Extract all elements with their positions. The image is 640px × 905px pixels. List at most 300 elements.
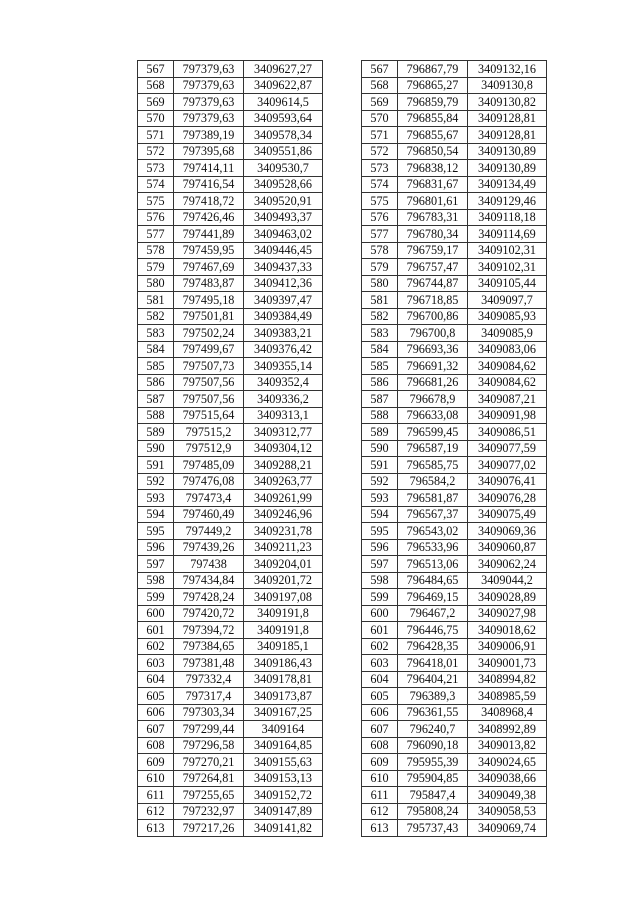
y-coordinate-cell: 3409288,21 (244, 457, 323, 474)
table-row (138, 143, 323, 160)
table-row (362, 440, 547, 457)
y-coordinate-cell: 3409551,86 (244, 143, 323, 160)
y-coordinate-cell: 3409593,64 (244, 110, 323, 127)
x-coordinate-cell: 797296,58 (174, 737, 244, 754)
x-coordinate-cell: 796585,75 (398, 457, 468, 474)
y-coordinate-cell: 3409001,73 (468, 655, 547, 672)
y-coordinate-cell: 3409578,34 (244, 127, 323, 144)
point-number-cell: 583 (138, 325, 174, 342)
table-row (362, 688, 547, 705)
table-row (138, 820, 323, 837)
table-row (362, 490, 547, 507)
point-number-cell: 610 (138, 770, 174, 787)
point-number-cell: 589 (138, 424, 174, 441)
y-coordinate-cell: 3409097,7 (468, 292, 547, 309)
y-coordinate-cell: 3409211,23 (244, 539, 323, 556)
point-number-cell: 600 (362, 605, 398, 622)
point-number-cell: 599 (362, 589, 398, 606)
x-coordinate-cell: 796543,02 (398, 523, 468, 540)
y-coordinate-cell: 3409155,63 (244, 754, 323, 771)
table-row (138, 110, 323, 127)
x-coordinate-cell: 796867,79 (398, 61, 468, 78)
y-coordinate-cell: 3409164 (244, 721, 323, 738)
x-coordinate-cell: 797512,9 (174, 440, 244, 457)
point-number-cell: 588 (362, 407, 398, 424)
table-row (362, 77, 547, 94)
table-row (138, 671, 323, 688)
table-row (362, 539, 547, 556)
table-row (138, 259, 323, 276)
table-row (138, 655, 323, 672)
point-number-cell: 586 (138, 374, 174, 391)
x-coordinate-cell: 796428,35 (398, 638, 468, 655)
table-row (138, 638, 323, 655)
y-coordinate-cell: 3409038,66 (468, 770, 547, 787)
y-coordinate-cell: 3409132,16 (468, 61, 547, 78)
x-coordinate-cell: 796757,47 (398, 259, 468, 276)
x-coordinate-cell: 797384,65 (174, 638, 244, 655)
table-row (138, 292, 323, 309)
point-number-cell: 567 (138, 61, 174, 78)
x-coordinate-cell: 797439,26 (174, 539, 244, 556)
x-coordinate-cell: 797394,72 (174, 622, 244, 639)
table-row (362, 622, 547, 639)
y-coordinate-cell: 3409013,82 (468, 737, 547, 754)
point-number-cell: 587 (362, 391, 398, 408)
y-coordinate-cell: 3409018,62 (468, 622, 547, 639)
table-row (362, 209, 547, 226)
x-coordinate-cell: 797379,63 (174, 61, 244, 78)
y-coordinate-cell: 3409153,13 (244, 770, 323, 787)
table-row (362, 737, 547, 754)
y-coordinate-cell: 3409083,06 (468, 341, 547, 358)
point-number-cell: 590 (362, 440, 398, 457)
table-row (138, 523, 323, 540)
point-number-cell: 569 (362, 94, 398, 111)
point-number-cell: 586 (362, 374, 398, 391)
table-row (138, 358, 323, 375)
point-number-cell: 593 (138, 490, 174, 507)
x-coordinate-cell: 797255,65 (174, 787, 244, 804)
x-coordinate-cell: 797434,84 (174, 572, 244, 589)
point-number-cell: 574 (362, 176, 398, 193)
table-row (362, 110, 547, 127)
table-row (138, 572, 323, 589)
point-number-cell: 613 (138, 820, 174, 837)
y-coordinate-cell: 3409102,31 (468, 242, 547, 259)
y-coordinate-cell: 3409128,81 (468, 127, 547, 144)
table-row (138, 440, 323, 457)
point-number-cell: 603 (138, 655, 174, 672)
point-number-cell: 588 (138, 407, 174, 424)
y-coordinate-cell: 3409312,77 (244, 424, 323, 441)
x-coordinate-cell: 795808,24 (398, 803, 468, 820)
point-number-cell: 591 (138, 457, 174, 474)
point-number-cell: 581 (138, 292, 174, 309)
y-coordinate-cell: 3409049,38 (468, 787, 547, 804)
table-row (362, 506, 547, 523)
y-coordinate-cell: 3409147,89 (244, 803, 323, 820)
point-number-cell: 601 (138, 622, 174, 639)
point-number-cell: 603 (362, 655, 398, 672)
y-coordinate-cell: 3409060,87 (468, 539, 547, 556)
x-coordinate-cell: 797426,46 (174, 209, 244, 226)
table-row (362, 160, 547, 177)
table-row (362, 770, 547, 787)
point-number-cell: 576 (362, 209, 398, 226)
table-row (138, 308, 323, 325)
y-coordinate-cell: 3409091,98 (468, 407, 547, 424)
x-coordinate-cell: 796744,87 (398, 275, 468, 292)
x-coordinate-cell: 797416,54 (174, 176, 244, 193)
y-coordinate-cell: 3409044,2 (468, 572, 547, 589)
y-coordinate-cell: 3409622,87 (244, 77, 323, 94)
x-coordinate-cell: 797317,4 (174, 688, 244, 705)
y-coordinate-cell: 3409173,87 (244, 688, 323, 705)
x-coordinate-cell: 796700,86 (398, 308, 468, 325)
y-coordinate-cell: 3409397,47 (244, 292, 323, 309)
x-coordinate-cell: 797395,68 (174, 143, 244, 160)
point-number-cell: 608 (138, 737, 174, 754)
y-coordinate-cell: 3409141,82 (244, 820, 323, 837)
point-number-cell: 611 (362, 787, 398, 804)
point-number-cell: 598 (362, 572, 398, 589)
table-row (362, 473, 547, 490)
point-number-cell: 607 (138, 721, 174, 738)
table-row (138, 803, 323, 820)
table-row (362, 820, 547, 837)
table-row (362, 391, 547, 408)
table-row (138, 605, 323, 622)
y-coordinate-cell: 3409105,44 (468, 275, 547, 292)
x-coordinate-cell: 797501,81 (174, 308, 244, 325)
y-coordinate-cell: 3409084,62 (468, 374, 547, 391)
y-coordinate-cell: 3409062,24 (468, 556, 547, 573)
x-coordinate-cell: 797232,97 (174, 803, 244, 820)
x-coordinate-cell: 796446,75 (398, 622, 468, 639)
y-coordinate-cell: 3409118,18 (468, 209, 547, 226)
point-number-cell: 590 (138, 440, 174, 457)
point-number-cell: 612 (362, 803, 398, 820)
x-coordinate-cell: 796633,08 (398, 407, 468, 424)
x-coordinate-cell: 797449,2 (174, 523, 244, 540)
point-number-cell: 597 (362, 556, 398, 573)
point-number-cell: 600 (138, 605, 174, 622)
point-number-cell: 578 (362, 242, 398, 259)
x-coordinate-cell: 797483,87 (174, 275, 244, 292)
table-row (362, 61, 547, 78)
y-coordinate-cell: 3409520,91 (244, 193, 323, 210)
x-coordinate-cell: 797515,2 (174, 424, 244, 441)
y-coordinate-cell: 3409383,21 (244, 325, 323, 342)
point-number-cell: 578 (138, 242, 174, 259)
point-number-cell: 579 (362, 259, 398, 276)
x-coordinate-cell: 797502,24 (174, 325, 244, 342)
x-coordinate-cell: 796240,7 (398, 721, 468, 738)
point-number-cell: 589 (362, 424, 398, 441)
y-coordinate-cell: 3409313,1 (244, 407, 323, 424)
y-coordinate-cell: 3408985,59 (468, 688, 547, 705)
y-coordinate-cell: 3409028,89 (468, 589, 547, 606)
y-coordinate-cell: 3409528,66 (244, 176, 323, 193)
point-number-cell: 579 (138, 259, 174, 276)
y-coordinate-cell: 3409627,27 (244, 61, 323, 78)
x-coordinate-cell: 797217,26 (174, 820, 244, 837)
y-coordinate-cell: 3409077,59 (468, 440, 547, 457)
x-coordinate-cell: 797414,11 (174, 160, 244, 177)
x-coordinate-cell: 796700,8 (398, 325, 468, 342)
table-row (362, 754, 547, 771)
point-number-cell: 571 (362, 127, 398, 144)
point-number-cell: 575 (138, 193, 174, 210)
y-coordinate-cell: 3409164,85 (244, 737, 323, 754)
point-number-cell: 611 (138, 787, 174, 804)
x-coordinate-cell: 796693,36 (398, 341, 468, 358)
table-row (138, 341, 323, 358)
point-number-cell: 572 (138, 143, 174, 160)
table-row (362, 803, 547, 820)
x-coordinate-cell: 795737,43 (398, 820, 468, 837)
y-coordinate-cell: 3409069,36 (468, 523, 547, 540)
table-row (138, 374, 323, 391)
y-coordinate-cell: 3409114,69 (468, 226, 547, 243)
x-coordinate-cell: 796404,21 (398, 671, 468, 688)
x-coordinate-cell: 796599,45 (398, 424, 468, 441)
y-coordinate-cell: 3409261,99 (244, 490, 323, 507)
y-coordinate-cell: 3409130,82 (468, 94, 547, 111)
x-coordinate-cell: 797473,4 (174, 490, 244, 507)
x-coordinate-cell: 796865,27 (398, 77, 468, 94)
x-coordinate-cell: 797389,19 (174, 127, 244, 144)
x-coordinate-cell: 797418,72 (174, 193, 244, 210)
point-number-cell: 601 (362, 622, 398, 639)
point-number-cell: 573 (138, 160, 174, 177)
y-coordinate-cell: 3408968,4 (468, 704, 547, 721)
table-row (138, 622, 323, 639)
y-coordinate-cell: 3409130,8 (468, 77, 547, 94)
point-number-cell: 575 (362, 193, 398, 210)
table-row (138, 688, 323, 705)
point-number-cell: 570 (138, 110, 174, 127)
table-row (138, 424, 323, 441)
x-coordinate-cell: 796838,12 (398, 160, 468, 177)
x-coordinate-cell: 796587,19 (398, 440, 468, 457)
table-row (362, 605, 547, 622)
y-coordinate-cell: 3409246,96 (244, 506, 323, 523)
point-number-cell: 572 (362, 143, 398, 160)
y-coordinate-cell: 3409076,41 (468, 473, 547, 490)
point-number-cell: 605 (138, 688, 174, 705)
table-row (362, 787, 547, 804)
point-number-cell: 569 (138, 94, 174, 111)
y-coordinate-cell: 3409129,46 (468, 193, 547, 210)
x-coordinate-cell: 797299,44 (174, 721, 244, 738)
point-number-cell: 595 (138, 523, 174, 540)
y-coordinate-cell: 3409352,4 (244, 374, 323, 391)
point-number-cell: 582 (362, 308, 398, 325)
y-coordinate-cell: 3409376,42 (244, 341, 323, 358)
point-number-cell: 577 (362, 226, 398, 243)
y-coordinate-cell: 3409191,8 (244, 605, 323, 622)
x-coordinate-cell: 797379,63 (174, 110, 244, 127)
point-number-cell: 568 (362, 77, 398, 94)
point-number-cell: 585 (362, 358, 398, 375)
y-coordinate-cell: 3409201,72 (244, 572, 323, 589)
x-coordinate-cell: 796469,15 (398, 589, 468, 606)
coordinates-table-right-body (362, 61, 547, 837)
table-row (362, 127, 547, 144)
y-coordinate-cell: 3409130,89 (468, 143, 547, 160)
x-coordinate-cell: 796567,37 (398, 506, 468, 523)
x-coordinate-cell: 796484,65 (398, 572, 468, 589)
point-number-cell: 594 (362, 506, 398, 523)
table-row (362, 94, 547, 111)
point-number-cell: 568 (138, 77, 174, 94)
x-coordinate-cell: 796855,84 (398, 110, 468, 127)
x-coordinate-cell: 796859,79 (398, 94, 468, 111)
y-coordinate-cell: 3409412,36 (244, 275, 323, 292)
table-row (138, 193, 323, 210)
table-row (138, 457, 323, 474)
point-number-cell: 574 (138, 176, 174, 193)
x-coordinate-cell: 796850,54 (398, 143, 468, 160)
y-coordinate-cell: 3409069,74 (468, 820, 547, 837)
point-number-cell: 570 (362, 110, 398, 127)
point-number-cell: 609 (362, 754, 398, 771)
table-row (138, 127, 323, 144)
y-coordinate-cell: 3409130,89 (468, 160, 547, 177)
table-row (138, 787, 323, 804)
y-coordinate-cell: 3408994,82 (468, 671, 547, 688)
table-row (362, 457, 547, 474)
table-row (138, 754, 323, 771)
point-number-cell: 605 (362, 688, 398, 705)
table-row (138, 407, 323, 424)
table-row (362, 424, 547, 441)
point-number-cell: 594 (138, 506, 174, 523)
y-coordinate-cell: 3409085,9 (468, 325, 547, 342)
x-coordinate-cell: 797499,67 (174, 341, 244, 358)
table-row (138, 94, 323, 111)
y-coordinate-cell: 3409058,53 (468, 803, 547, 820)
table-row (362, 407, 547, 424)
point-number-cell: 581 (362, 292, 398, 309)
y-coordinate-cell: 3409355,14 (244, 358, 323, 375)
x-coordinate-cell: 796783,31 (398, 209, 468, 226)
point-number-cell: 607 (362, 721, 398, 738)
table-row (362, 325, 547, 342)
y-coordinate-cell: 3409128,81 (468, 110, 547, 127)
y-coordinate-cell: 3409075,49 (468, 506, 547, 523)
y-coordinate-cell: 3409304,12 (244, 440, 323, 457)
y-coordinate-cell: 3408992,89 (468, 721, 547, 738)
x-coordinate-cell: 797515,64 (174, 407, 244, 424)
table-row (362, 721, 547, 738)
table-row (362, 374, 547, 391)
point-number-cell: 606 (362, 704, 398, 721)
point-number-cell: 576 (138, 209, 174, 226)
x-coordinate-cell: 797459,95 (174, 242, 244, 259)
x-coordinate-cell: 797428,24 (174, 589, 244, 606)
table-row (362, 655, 547, 672)
table-row (138, 490, 323, 507)
table-row (138, 160, 323, 177)
point-number-cell: 567 (362, 61, 398, 78)
table-row (138, 556, 323, 573)
y-coordinate-cell: 3409077,02 (468, 457, 547, 474)
point-number-cell: 571 (138, 127, 174, 144)
table-row (362, 193, 547, 210)
table-row (362, 226, 547, 243)
x-coordinate-cell: 795904,85 (398, 770, 468, 787)
y-coordinate-cell: 3409336,2 (244, 391, 323, 408)
table-row (138, 473, 323, 490)
point-number-cell: 602 (362, 638, 398, 655)
point-number-cell: 592 (138, 473, 174, 490)
table-row (138, 77, 323, 94)
table-row (138, 325, 323, 342)
point-number-cell: 591 (362, 457, 398, 474)
x-coordinate-cell: 797420,72 (174, 605, 244, 622)
y-coordinate-cell: 3409087,21 (468, 391, 547, 408)
y-coordinate-cell: 3409204,01 (244, 556, 323, 573)
x-coordinate-cell: 797507,56 (174, 391, 244, 408)
x-coordinate-cell: 796831,67 (398, 176, 468, 193)
y-coordinate-cell: 3409384,49 (244, 308, 323, 325)
x-coordinate-cell: 796389,3 (398, 688, 468, 705)
table-row (362, 704, 547, 721)
y-coordinate-cell: 3409152,72 (244, 787, 323, 804)
table-row (362, 572, 547, 589)
table-row (138, 275, 323, 292)
x-coordinate-cell: 797264,81 (174, 770, 244, 787)
point-number-cell: 598 (138, 572, 174, 589)
x-coordinate-cell: 796584,2 (398, 473, 468, 490)
table-row (362, 259, 547, 276)
x-coordinate-cell: 796681,26 (398, 374, 468, 391)
x-coordinate-cell: 797332,4 (174, 671, 244, 688)
point-number-cell: 608 (362, 737, 398, 754)
table-row (138, 737, 323, 754)
table-row (138, 391, 323, 408)
point-number-cell: 602 (138, 638, 174, 655)
x-coordinate-cell: 797270,21 (174, 754, 244, 771)
y-coordinate-cell: 3409186,43 (244, 655, 323, 672)
point-number-cell: 606 (138, 704, 174, 721)
point-number-cell: 595 (362, 523, 398, 540)
x-coordinate-cell: 797485,09 (174, 457, 244, 474)
y-coordinate-cell: 3409027,98 (468, 605, 547, 622)
x-coordinate-cell: 796801,61 (398, 193, 468, 210)
y-coordinate-cell: 3409530,7 (244, 160, 323, 177)
x-coordinate-cell: 796780,34 (398, 226, 468, 243)
x-coordinate-cell: 797467,69 (174, 259, 244, 276)
table-row (138, 770, 323, 787)
table-row (362, 523, 547, 540)
x-coordinate-cell: 796718,85 (398, 292, 468, 309)
table-row (138, 242, 323, 259)
point-number-cell: 596 (362, 539, 398, 556)
table-row (138, 506, 323, 523)
point-number-cell: 597 (138, 556, 174, 573)
y-coordinate-cell: 3409231,78 (244, 523, 323, 540)
x-coordinate-cell: 797460,49 (174, 506, 244, 523)
coordinates-table-left-body (138, 61, 323, 837)
y-coordinate-cell: 3409084,62 (468, 358, 547, 375)
table-row (362, 358, 547, 375)
table-row (138, 704, 323, 721)
y-coordinate-cell: 3409076,28 (468, 490, 547, 507)
